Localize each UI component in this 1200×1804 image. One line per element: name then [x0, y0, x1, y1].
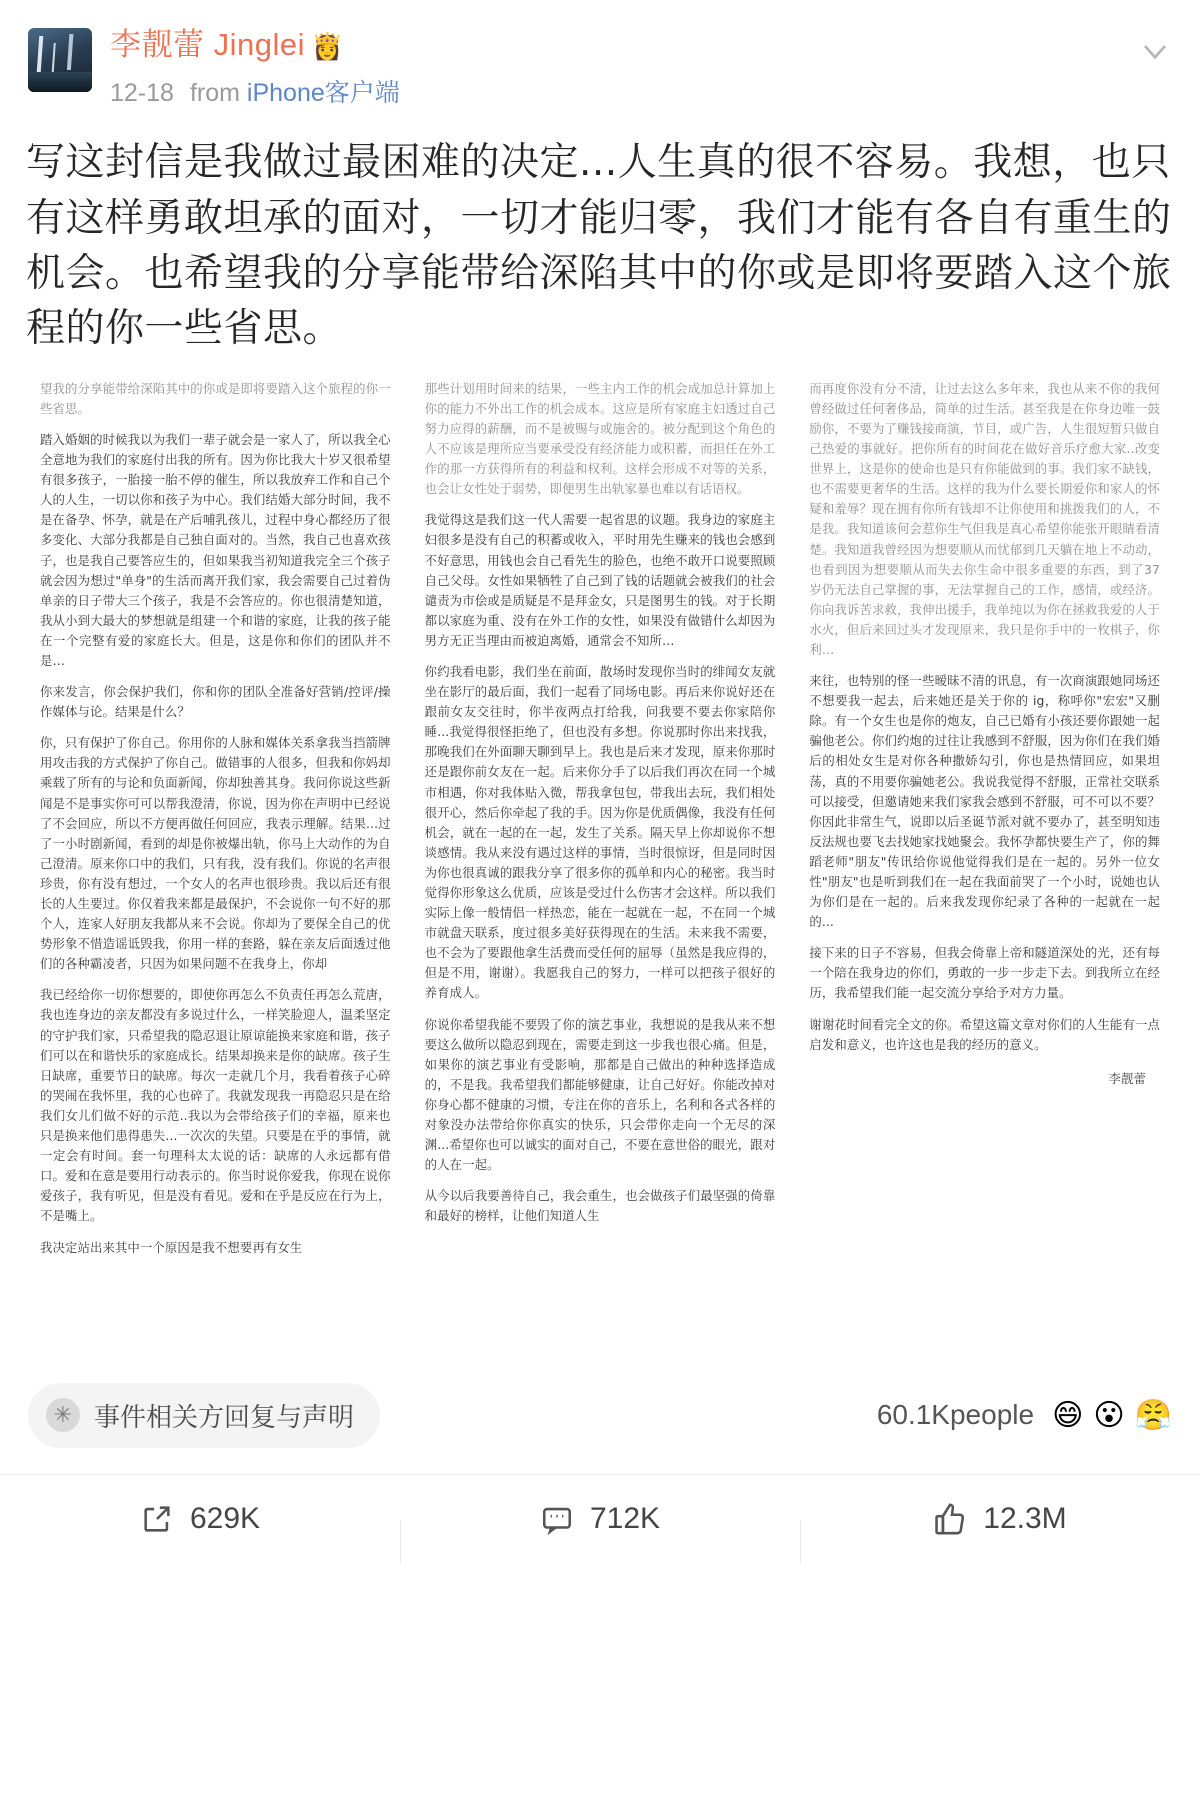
comment-count: 712K: [589, 1501, 661, 1535]
author-name-text: 李靓蕾 Jinglei: [110, 27, 305, 62]
topic-and-reactions-row: [28, 1383, 1172, 1448]
topic-chip[interactable]: [28, 1383, 380, 1448]
reactions-group[interactable]: [877, 1398, 1172, 1433]
letter-paragraph: 望我的分享能带给深陷其中的你或是即将要踏入这个旅程的你一些省思。: [40, 380, 391, 416]
letter-paragraph: 踏入婚姻的时候我以为我们一辈子就会是一家人了，所以我全心全意地为我们的家庭付出我的所有。因为你比我大十岁又很希望有很多孩子，一胎接一胎不停的催生，所以我放弃工作和自己个人的人生，一切以你和孩子为中心。我们结婚大部分时间，我不是在备孕、怀孕，就是在产后哺乳孩儿，过程中身心都经历了很多变化、大部分我都是自己独自面对的。当然，我自己也喜欢孩子，也是我自己要答应生的，但如果我当初知道我完全三个孩子就会因为想过"单身"的生活而离开我们家，我会需要自己过着伪单亲的日子带大三个孩子，我是不会答应的。你也很清楚知道，我从小到大最大的梦想就是组建一个和谐的家庭，让我的孩子能在一个完整有爱的家庭长大。但是，这是你和你们的团队并不是…: [40, 431, 391, 668]
letter-paragraph: 你说你希望我能不要毁了你的演艺事业，我想说的是我从来不想要这么做所以隐忍到现在，需要走到这一步我也很心痛。但是，如果你的演艺事业有受影响，那都是自己做出的种种选择造成的，不是我。我希望我们都能够健康，让自己好好。你能改掉对你身心都不健康的习惯，专注在你的音乐上，名利和各式各样的对象没办法带给你你真实的快乐，只会带你走向一个无尽的深渊...希望你也可以诚实的面对自己，不要在意世俗的眼光，跟对的人在一起。: [424, 1016, 776, 1173]
letter-paragraph: 来往，也特别的怪一些暧昧不清的讯息，有一次商演跟她同场还不想要我一起去，后来她还是关于你的 ig，称呼你"宏宏"又删除。有一个女生也是你的炮友，自己已婚有小孩还要你跟她一起骗他老公。你们约炮的过往让我感到不舒服，因为你们在我们婚后的相处女生是对你各种撒娇勾引，你也是热情回应，如果坦荡，真的不用要你骗她老公。我说我觉得不舒服，正常社交联系可以接受，但邀请她来我们家我会感到不舒服，可不可以不要？你因此非常生气，说即以后圣诞节派对就不要办了，甚至明知违反法规也要飞去找她家找她聚会。我怀孕都快要生产了，你的舞蹈老师"朋友"传讯给你说他觉得我们是在一起的。另外一位女性"朋友"也是听到我们在一起在我面前哭了一个小时，说她也认为你们是在一起的。后来我发现你纪录了各种的一起就在一起的...: [809, 673, 1160, 930]
letter-paragraph: 你来发言，你会保护我们，你和你的团队全准备好营销/控评/操作媒体与论。结果是什么？: [40, 684, 391, 720]
emoji-angry-icon[interactable]: 😤: [1134, 1398, 1172, 1432]
comment-button[interactable]: [400, 1502, 800, 1536]
emoji-grin-icon[interactable]: 😄: [1052, 1398, 1084, 1432]
comment-icon: [540, 1502, 574, 1536]
letter-paragraph: 你，只有保护了你自己。你用你的人脉和媒体关系拿我当挡箭牌用攻击我的方式保护了你自己。做错事的人很多，但我和你妈却乘载了所有的与论和负面新闻，你却独善其身。我问你说这些新闻是不是事实你可可以帮我澄清，你说，因为你在声明中已经说了不会回应，所以不方便再做任何回应，我表示理解。结果...过了一小时剧新闻，看到的却是你被爆出轨，你马上大动作的为自己澄清。原来你口中的我们，只有我，没有我们。你说的名声很珍贵，你有没有想过，一个女人的名声也很珍贵。我以后还有很长的人生要过。你仅着我来都是最保护，不会说你一句不好的那个人，连家人好朋友我都从来不会说。你却为了要保全自己的优势形象不惜造谣诋毁我，你用一样的套路，躲在亲友后面透过他们的各种霸凌者，只因为如果问题不在我身上，你却: [40, 735, 391, 972]
share-icon: [140, 1502, 174, 1536]
letter-paragraph: 谢谢花时间看完全文的你。希望这篇文章对你们的人生能有一点启发和意义，也许这也是我的经历的意义。: [809, 1016, 1160, 1052]
letter-image[interactable]: [40, 379, 1160, 1367]
letter-paragraph: 从今以后我要善待自己，我会重生，也会做孩子们最坚强的倚靠和最好的榜样，让他们知道人生: [424, 1188, 776, 1224]
post-source[interactable]: iPhone客户端: [246, 78, 400, 107]
avatar[interactable]: [28, 28, 92, 92]
like-icon: [933, 1502, 967, 1536]
letter-paragraph: 我决定站出来其中一个原因是我不想要再有女生: [40, 1239, 303, 1255]
like-count: 12.3M: [983, 1501, 1067, 1535]
chevron-down-icon[interactable]: [1140, 36, 1170, 66]
author-block: [110, 22, 1176, 109]
post-meta: [110, 77, 1176, 110]
letter-paragraph: 我觉得这是我们这一代人需要一起省思的议题。我身边的家庭主妇很多是没有自己的积蓄或收入，平时用先生赚来的钱也会感到不好意思，用钱也会自己看先生的脸色，也绝不敢开口说要照顾自己父母。女性如果牺牲了自己到了钱的话题就会被我们的社会谴责为市侩或是质疑是不是拜金女，只是图男生的钱。对于长期都以家庭为重、没有在外工作的女性，如果没有做错什么却因为男方无正当理由而被迫离婚，通常会不知所…: [424, 512, 776, 648]
reaction-count: 60.1Kpeople: [876, 1399, 1035, 1431]
letter-paragraph: 那些计划用时间来的结果，一些主内工作的机会成加总计算加上你的能力不外出工作的机会成本。这应是所有家庭主妇透过自己努力应得的薪酬，而不是被赐与或施舍的。被分配到这个角色的人不应该是理所应当要承受没有经济能力或积蓄，而担任在外工作的那一方获得所有的利益和权利。这样会形成不对等的关系，也会让女性处于弱势，即便男生出轨家暴也难以有话语权。: [424, 380, 776, 497]
letter-paragraph: 而再度你没有分不清，让过去这么多年来，我也从来不你的我何曾经做过任何奢侈品，简单的过生活。甚至我是在你身边唯一鼓励你，不要为了赚钱接商演，节目，或广告，人生很短暂只做自己热爱的事就好。把你所有的时间花在做好音乐疗愈大家..改变世界上，这是你的使命也是只有你能做到的事。我们家不缺钱，也不需要更奢华的生活。这样的我为什么要长期爱你和家人的怀疑和羞辱？现在拥有你所有钱却不让你使用和挑拨我们的人，不是我。我知道该何会惹你生气但我是真心希望你能张开眼睛看清楚。我知道我曾经因为想要顺从而忧郁到几天躺在地上不动动，也看到因为想要顺从而失去你生命中很多重要的东西，到了37岁仍无法自己掌握的事，无法掌握自己的工作，感情，或经济。你向我诉苦求救，我伸出援手，我单纯以为你在拯救我爱的人于水火，但后来回过头才发现原来，我只是你手中的一枚棋子，你利…: [809, 380, 1160, 657]
letter-column-1: [40, 379, 391, 1367]
emoji-surprised-icon[interactable]: 😮: [1093, 1398, 1125, 1432]
letter-paragraph: 我已经给你一切你想要的，即使你再怎么不负责任再怎么荒唐，我也连身边的亲友都没有多说过什么，一样笑脸迎人，温柔坚定的守护我们家，只希望我的隐忍退让原谅能换来家庭和谐，孩子们可以在和谐快乐的家庭成长。结果却换来是你的缺席。孩子生日缺席，重要节日的缺席。每次一走就几个月，我看着孩子心碎的哭闹在我怀里，我的心也碎了。我就发现我一再隐忍只是在给我们女儿们做不好的示范..我以为会带给孩子们的幸福，原来也只是换来他们患得患失...一次次的失望。只要是在乎的事情，就一定会有时间。套一句理科太太说的话：缺席的人永远都有借口。爱和在意是要用行动表示的。你当时说你爱我，你现在说你爱孩子，我有听见，但是没有看见。爱和在乎是反应在行为上，不是嘴上。: [40, 987, 391, 1224]
crown-icon: 👸: [311, 31, 344, 61]
post-header: [0, 0, 1200, 109]
post-statement-text: 写这封信是我做过最困难的决定...人生真的很不容易。我想，也只有这样勇敢坦承的面对，一切才能归零，我们才能有各自有重生的机会。也希望我的分享能带给深陷其中的你或是即将要踏入这个旅程的你一些省思。: [26, 140, 1172, 352]
letter-signature: 李靓蕾: [1108, 1070, 1147, 1086]
letter-paragraph: 你约我看电影，我们坐在前面，散场时发现你当时的绯闻女友就坐在影厅的最后面，我们一起看了同场电影。再后来你说好还在跟前女友交往时，你半夜两点打给我，问我要不要去你家陪你睡...我觉得很怪拒绝了，但也没有多想。你说那时你出来找我，那晚我们在外面聊天聊到早上。我也是后来才发现，原来你那时还是跟你前女友在一起。后来你分手了以后我们再次在同一个城市相遇，你对我体贴入微，帮我拿包包，带我出去玩，我们相处很开心，然后你牵起了我的手。因为你是优质偶像，我没有任何机会，就在一起的在一起，发生了关系。隔天早上你却说你不想谈感情。我从来没有遇过这样的事情，当时很惊讶，但是同时因为你也很真诚的跟我分享了很多你的孤单和内心的秘密。我当时觉得你形象这么优质，应该是受过什么伤害才会这样。所以我们实际上像一般情侣一样热恋，能在一起就在一起，不在同一个城市就盘天联系，度过很多美好获得现在的生活。未来我不需要，也不会为了要跟他拿生活费而受任何的屈辱（虽然是我应得的，但是不用，谢谢）。我愿我自己的努力，一样可以把孩子很好的养育成人。: [424, 663, 776, 1001]
post-date: 12-18: [110, 78, 174, 107]
letter-column-2: [425, 379, 776, 1367]
post-from-prefix: from: [189, 78, 240, 107]
letter-paragraph: 接下来的日子不容易，但我会倚靠上帝和隧道深处的光，还有每一个陪在我身边的你们，勇敢的一步一步走下去。到我所立在经历，我希望我们能一起交流分享给予对方力量。: [809, 945, 1160, 1001]
share-button[interactable]: [0, 1502, 400, 1536]
author-name[interactable]: [110, 26, 1176, 65]
share-count: 629K: [189, 1501, 261, 1535]
asterisk-icon: ✳: [46, 1398, 80, 1432]
topic-label: 事件相关方回复与声明: [94, 1401, 355, 1432]
letter-column-3: [809, 379, 1160, 1367]
action-bar: [0, 1475, 1200, 1563]
like-button[interactable]: [800, 1502, 1200, 1536]
